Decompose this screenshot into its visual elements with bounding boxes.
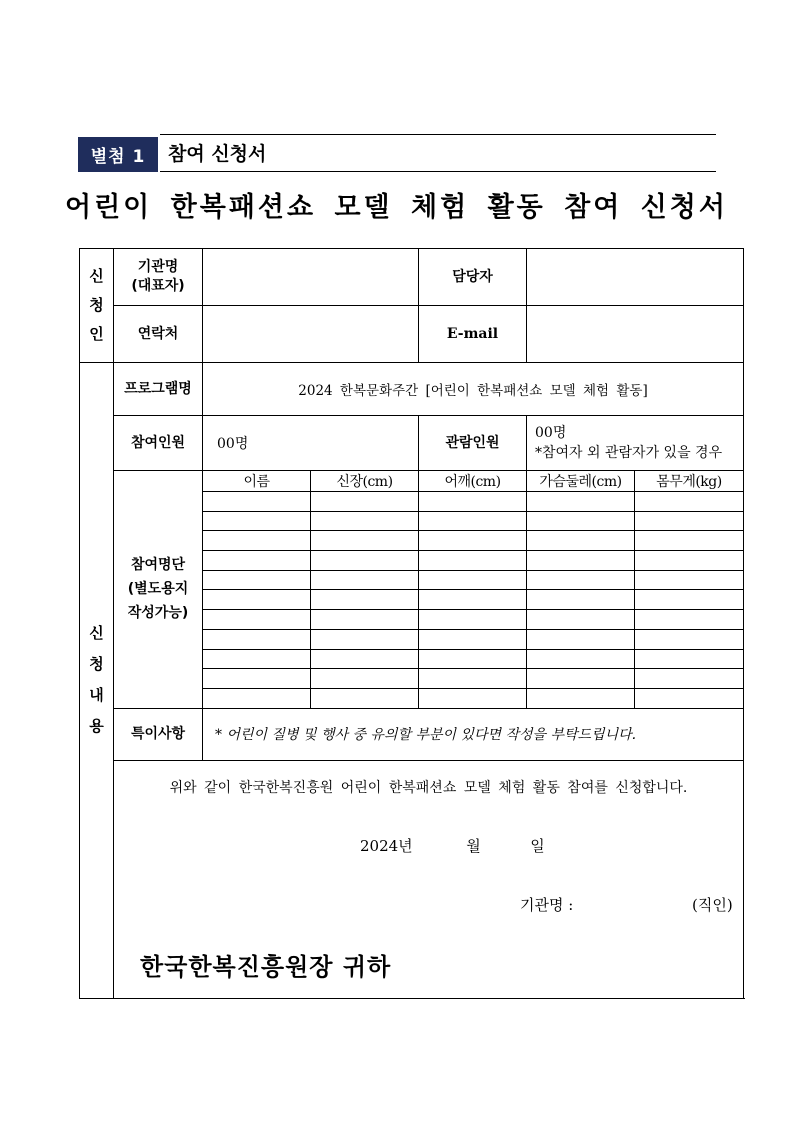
email-label: E-mail [419,306,527,363]
roster-cell[interactable] [311,570,419,590]
roster-cell[interactable] [635,511,744,531]
roster-cell[interactable] [635,590,744,610]
roster-cell[interactable] [527,649,635,669]
remarks-field[interactable]: * 어린이 질병 및 행사 중 유의할 부분이 있다면 작성을 부탁드립니다. [203,708,744,760]
participants-row [80,416,744,471]
roster-cell[interactable] [635,610,744,630]
roster-cell[interactable] [203,669,311,689]
applicant-row-org [80,249,744,306]
roster-cell[interactable] [311,492,419,512]
contact-label: 연락처 [114,306,203,363]
roster-column-header: 이름 [203,471,311,492]
roster-cell[interactable] [311,669,419,689]
appendix-tag: 별첨 1 [78,137,158,172]
org-label: 기관명 (대표자) [114,249,203,306]
roster-cell[interactable] [527,688,635,708]
roster-cell[interactable] [419,511,527,531]
spectators-note: *참여자 외 관람자가 있을 경우 [535,445,723,461]
roster-cell[interactable] [419,551,527,571]
manager-label: 담당자 [419,249,527,306]
roster-cell[interactable] [203,590,311,610]
roster-cell[interactable] [419,590,527,610]
roster-cell[interactable] [203,610,311,630]
email-field[interactable] [527,306,744,363]
roster-cell[interactable] [203,531,311,551]
spectators-field[interactable] [527,416,744,471]
roster-cell[interactable] [203,570,311,590]
section-label-char: 내 [89,686,104,705]
declaration-text: 위와 같이 한국한복진흥원 어린이 한복패션쇼 모델 체험 활동 참여를 신청합니다. [169,779,688,796]
roster-column-header: 신장(cm) [311,471,419,492]
roster-cell[interactable] [527,669,635,689]
page-title: 어린이 한복패션쇼 모델 체험 활동 참여 신청서 [65,192,728,223]
roster-column-header: 몸무게(kg) [635,471,744,492]
roster-cell[interactable] [419,629,527,649]
section-label-char: 신 [89,267,104,285]
roster-cell[interactable] [311,551,419,571]
date-day[interactable]: 일 [530,836,545,855]
roster-label-line: (별도용지 [127,581,189,598]
roster-cell[interactable] [527,492,635,512]
roster-cell[interactable] [527,511,635,531]
roster-cell[interactable] [419,610,527,630]
spectators-value: 00명 [535,425,567,441]
roster-cell[interactable] [635,570,744,590]
roster-cell[interactable] [527,531,635,551]
section-label-char: 인 [89,325,104,343]
roster-cell[interactable] [635,492,744,512]
roster-cell[interactable] [527,551,635,571]
roster-cell[interactable] [419,531,527,551]
roster-cell[interactable] [527,610,635,630]
manager-field[interactable] [527,249,744,306]
roster-cell[interactable] [527,570,635,590]
roster-cell[interactable] [311,610,419,630]
roster-cell[interactable] [311,688,419,708]
roster-column-header: 가슴둘레(cm) [527,471,635,492]
applicant-section-label [80,249,114,363]
seal-label: (직인) [692,895,733,914]
roster-cell[interactable] [635,629,744,649]
section-label-char: 신 [89,624,104,643]
footer-cell [114,760,744,998]
header-rule-top [160,134,716,135]
roster-cell[interactable] [635,531,744,551]
remarks-label: 특이사항 [114,708,203,760]
section-label-char: 청 [89,296,104,314]
roster-cell[interactable] [311,511,419,531]
roster-cell[interactable] [419,570,527,590]
application-form-table [79,248,744,999]
roster-cell[interactable] [203,688,311,708]
section-label-char: 청 [89,655,104,674]
date-month[interactable]: 월 [466,836,481,855]
date-year: 2024년 [360,836,413,855]
footer-row [80,760,744,998]
roster-cell[interactable] [203,492,311,512]
roster-cell[interactable] [311,629,419,649]
roster-cell[interactable] [419,492,527,512]
details-section-label [80,363,114,999]
roster-cell[interactable] [635,649,744,669]
org-field[interactable] [203,249,419,306]
applicant-row-contact [80,306,744,363]
roster-header-row [80,471,744,492]
roster-label [114,471,203,709]
signature-org-label: 기관명 : [520,895,574,914]
contact-field[interactable] [203,306,419,363]
participants-field[interactable]: 00명 [203,416,419,471]
appendix-title: 참여 신청서 [168,143,267,165]
roster-cell[interactable] [527,629,635,649]
addressee: 한국한복진흥원장 귀하 [140,952,392,981]
header-rule-bottom [160,171,716,172]
roster-cell[interactable] [311,531,419,551]
program-label: 프로그램명 [114,363,203,416]
roster-label-line: 참여명단 [130,557,186,574]
roster-cell[interactable] [635,669,744,689]
remarks-row [80,708,744,760]
roster-cell[interactable] [419,649,527,669]
participants-label: 참여인원 [114,416,203,471]
roster-cell[interactable] [527,590,635,610]
roster-cell[interactable] [203,649,311,669]
roster-cell[interactable] [419,688,527,708]
roster-cell[interactable] [203,551,311,571]
roster-label-line: 작성가능) [127,605,189,622]
date-line [360,835,545,856]
roster-cell[interactable] [203,511,311,531]
roster-cell[interactable] [635,551,744,571]
section-label-char: 용 [89,717,104,736]
roster-cell[interactable] [635,688,744,708]
roster-cell[interactable] [311,590,419,610]
program-row [80,363,744,416]
roster-cell[interactable] [419,669,527,689]
roster-cell[interactable] [203,629,311,649]
roster-column-header: 어깨(cm) [419,471,527,492]
roster-cell[interactable] [311,649,419,669]
program-value: 2024 한복문화주간 [어린이 한복패션쇼 모델 체험 활동] [203,363,744,416]
spectators-label: 관람인원 [419,416,527,471]
